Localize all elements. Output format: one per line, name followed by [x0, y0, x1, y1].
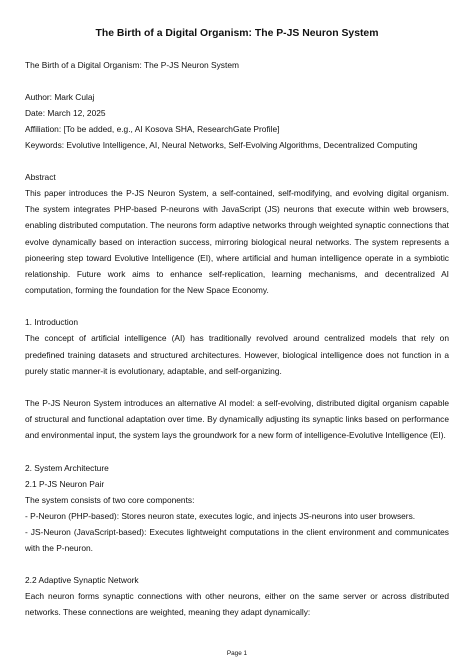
date-line: Date: March 12, 2025	[25, 108, 106, 118]
arch-list-item-1: - P-Neuron (PHP-based): Stores neuron state, executes logic, and injects JS-neurons into user browsers.	[25, 510, 416, 521]
paper-title: The Birth of a Digital Organism: The P-JS Neuron System	[95, 28, 379, 39]
abstract-text: This paper introduces the P-JS Neuron System, a self-contained, self-modifying, and evolving digital organism. The system integrates PHP-based P-neurons with JavaScript (JS) neurons that execute within web browsers, enabling distributed computation. The neurons form adaptive networks through weighted synaptic connections that evolve dynamically based on interaction success, mirroring biological neural networks. The system represents a pioneering step toward Evolutive Intelligence (EI), where artificial and human intelligence operate in a symbiotic relationship. Future work aims to enhance self-replication, learning mechanisms, and decentralized AI computation, forming the foundation for the New Space Economy.	[25, 188, 449, 296]
affiliation-line: Affiliation: [To be added, e.g., AI Kosova SHA, ResearchGate Profile]	[25, 124, 280, 134]
author-line: Author: Mark Culaj	[25, 92, 95, 102]
abstract-heading: Abstract	[25, 172, 56, 182]
keywords-line: Keywords: Evolutive Intelligence, AI, Neural Networks, Self-Evolving Algorithms, Decentralized Computing	[25, 140, 418, 150]
page-number: Page 1	[226, 650, 248, 657]
arch-list-item-2: - JS-Neuron (JavaScript-based): Executes lightweight computations in the client environment and communicates with the P-neuron.	[25, 526, 449, 553]
section-1-heading: 1. Introduction	[25, 317, 79, 328]
intro-paragraph-1: The concept of artificial intelligence (AI) has traditionally revolved around centralized models that rely on predefined training datasets and structured architectures. However, biological intelligence does not function in a purely static manner-it is evolutionary, adaptable, and self-organizing.	[25, 333, 449, 376]
section-2-1-heading: 2.1 P-JS Neuron Pair	[25, 478, 105, 489]
paper-subtitle: The Birth of a Digital Organism: The P-JS Neuron System	[25, 60, 239, 70]
section-2-2-heading: 2.2 Adaptive Synaptic Network	[25, 575, 139, 586]
arch-paragraph-2: Each neuron forms synaptic connections with other neurons, either on the same server or across distributed networks. These connections are weighted, meaning they adapt dynamically:	[25, 591, 449, 618]
section-2-heading: 2. System Architecture	[25, 462, 109, 473]
arch-intro: The system consists of two core components:	[25, 494, 195, 505]
intro-paragraph-2: The P-JS Neuron System introduces an alternative AI model: a self-evolving, distributed digital organism capable of structural and functional adaptation over time. By dynamically adjusting its synaptic links based on performance and environmental input, the system lays the groundwork for a new form of intelligence-Evolutive Intelligence (EI).	[25, 398, 449, 441]
